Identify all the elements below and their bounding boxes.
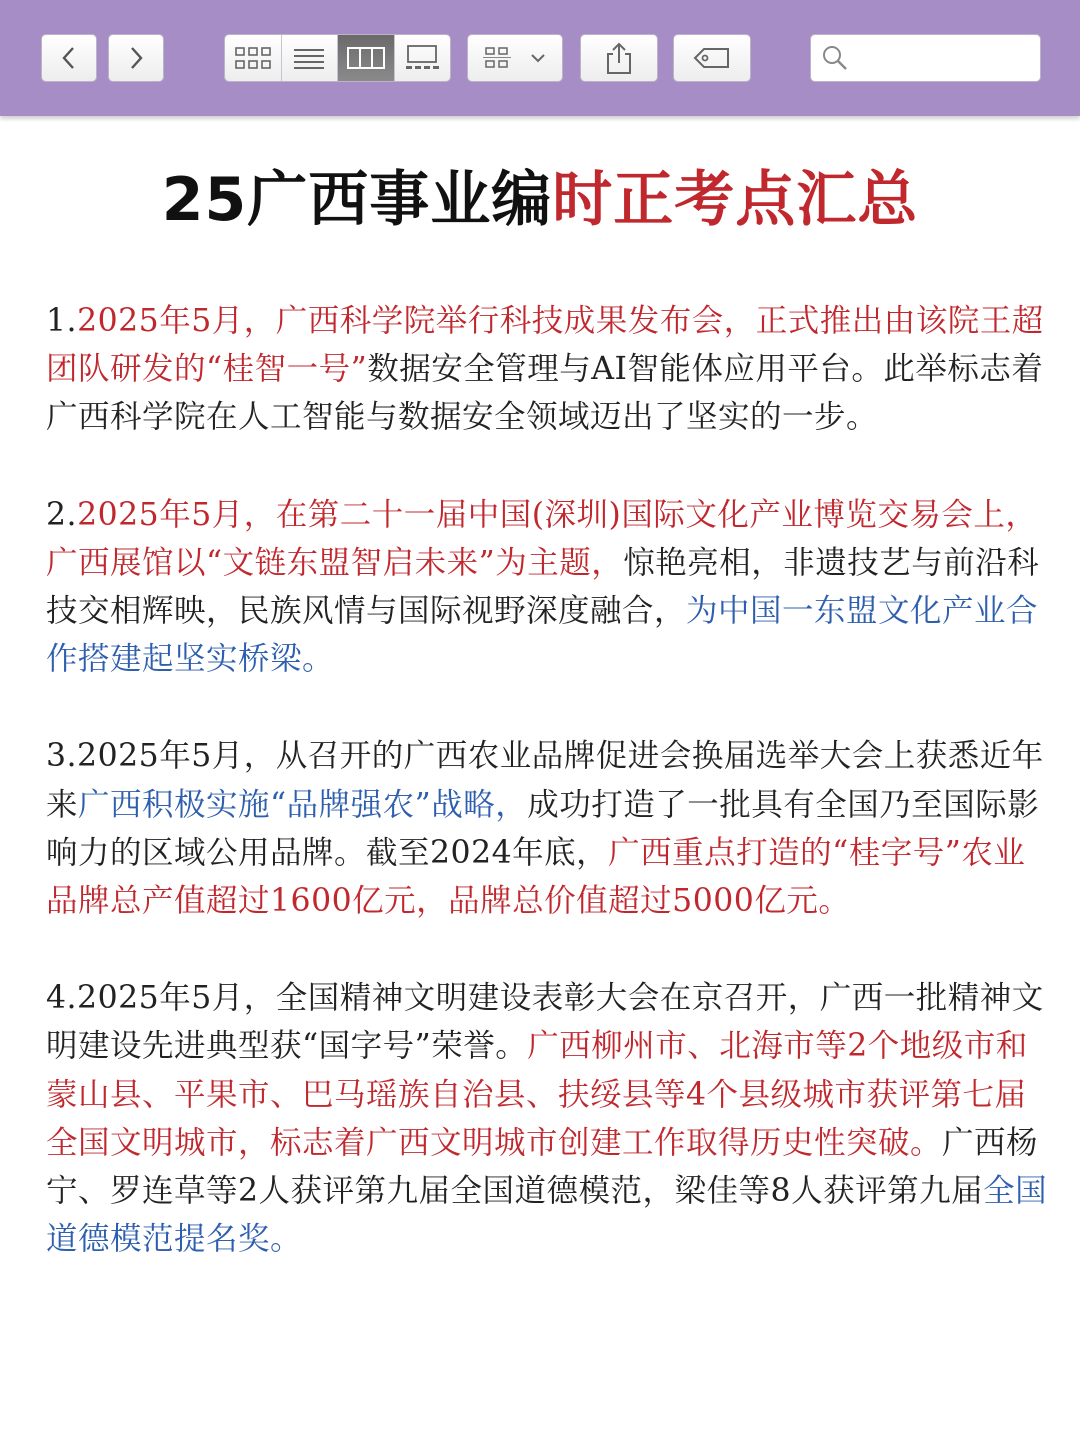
search-icon	[821, 44, 849, 72]
page-title	[0, 160, 1080, 240]
tag-icon	[692, 45, 732, 71]
view-mode-segmented-control	[224, 34, 451, 82]
forward-button[interactable]	[108, 34, 164, 82]
gallery-view-icon	[402, 44, 442, 72]
icon-view-button[interactable]	[225, 35, 282, 81]
grid-view-icon	[233, 45, 273, 71]
highlight-red: 广西重点打造的“桂字号”农业品牌总产值超过1600亿元，品牌总价值超过5000亿元。	[46, 834, 1026, 920]
list-view-button[interactable]	[282, 35, 339, 81]
article-body	[46, 297, 1056, 1312]
title-black: 25广西事业编	[161, 165, 553, 235]
paragraph-text: 数据安全管理与AI智能体应用平台。此举标志着广西科学院在人工智能与数据安全领域迈出了坚实的一步。	[46, 351, 1044, 436]
highlight-red: 2025年5月，广西科学院举行科技成果发布会，正式推出由该院王超团队研发的“桂智一号”	[46, 303, 1044, 388]
paragraph-2	[46, 491, 1056, 684]
paragraph-4	[46, 974, 1056, 1263]
back-button[interactable]	[41, 34, 97, 82]
highlight-red: 广西柳州市、北海市等2个地级市和蒙山县、平果市、巴马瑶族自治县、扶绥县等4个县级城市获评第七届全国文明城市，标志着广西文明城市创建工作取得历史性突破。	[46, 1028, 1028, 1161]
paragraph-3	[46, 732, 1056, 925]
paragraph-number: 1.	[46, 303, 78, 339]
chevron-left-icon	[58, 45, 80, 71]
paragraph-text: 惊艳亮相，非遗技艺与前沿科技交相辉映，民族风情与国际视野深度融合，	[46, 544, 1040, 630]
toolbar	[0, 0, 1080, 116]
group-button[interactable]	[467, 34, 563, 82]
paragraph-number: 2.	[46, 496, 78, 533]
column-view-button[interactable]	[338, 35, 395, 81]
paragraph-lead: 4.2025年5月，全国精神文明建设表彰大会在京召开，广西一批精神文明建设先进典型获“国字号”荣誉。	[46, 980, 1044, 1065]
highlight-blue: 为中国一东盟文化产业合作搭建起坚实桥梁。	[46, 593, 1039, 678]
paragraph-lead: 3.2025年5月，从召开的广西农业品牌促进会换届选举大会上获悉近年来	[46, 738, 1044, 823]
column-view-icon	[346, 45, 386, 71]
group-icon	[483, 45, 523, 71]
highlight-blue: 全国道德模范提名奖。	[46, 1173, 1048, 1258]
paragraph-1	[46, 297, 1056, 442]
gallery-view-button[interactable]	[395, 35, 451, 81]
search-input[interactable]	[857, 47, 1031, 70]
chevron-right-icon	[125, 45, 147, 71]
search-field[interactable]	[810, 34, 1041, 82]
share-button[interactable]	[580, 34, 658, 82]
chevron-down-icon	[529, 51, 547, 65]
share-icon	[604, 41, 634, 75]
tag-button[interactable]	[673, 34, 751, 82]
paragraph-text: 广西杨宁、罗连草等2人获评第九届全国道德模范，梁佳等8人获评第九届	[46, 1124, 1039, 1210]
list-view-icon	[292, 46, 326, 70]
highlight-blue: 广西积极实施“品牌强农”战略，	[78, 786, 528, 823]
title-highlight: 时正考点汇总	[552, 165, 919, 235]
highlight-red: 2025年5月，在第二十一届中国(深圳)国际文化产业博览交易会上，广西展馆以“文链东盟智启未来”为主题，	[46, 496, 1038, 581]
paragraph-text: 成功打造了一批具有全国乃至国际影响力的区域公用品牌。截至2024年底，	[46, 786, 1040, 871]
